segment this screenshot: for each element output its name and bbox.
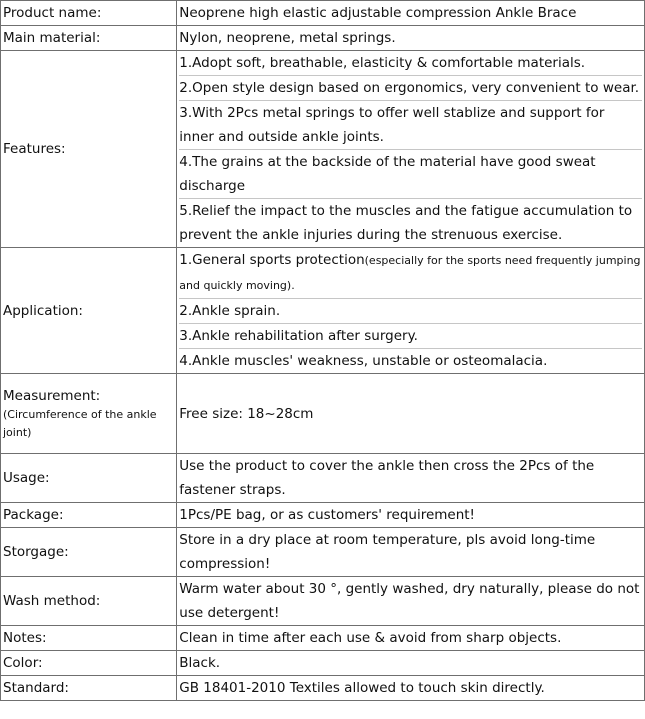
value-measurement: Free size: 18~28cm (177, 374, 645, 454)
label-standard: Standard: (1, 676, 177, 701)
row-standard (1, 676, 645, 701)
row-main-material (1, 26, 645, 51)
value-features (177, 51, 645, 248)
value-standard: GB 18401-2010 Textiles allowed to touch skin directly. (177, 676, 645, 701)
label-measurement (1, 374, 177, 454)
value-wash-method: Warm water about 30 °, gently washed, dry naturally, please do not use detergent! (177, 577, 645, 626)
value-notes: Clean in time after each use & avoid from sharp objects. (177, 626, 645, 651)
row-measurement (1, 374, 645, 454)
row-color (1, 651, 645, 676)
label-wash-method: Wash method: (1, 577, 177, 626)
application-item-detail: (especially for the sports need frequently jumping and quickly moving). (179, 254, 641, 292)
row-product-name (1, 1, 645, 26)
measurement-sublabel: (Circumference of the ankle joint) (3, 407, 157, 439)
row-features (1, 51, 645, 248)
application-item (179, 248, 642, 299)
row-notes (1, 626, 645, 651)
label-color: Color: (1, 651, 177, 676)
value-storage: Store in a dry place at room temperature, pls avoid long-time compression! (177, 528, 645, 577)
row-usage (1, 454, 645, 503)
feature-item: 3.With 2Pcs metal springs to offer well stablize and support for inner and outside ankle joints. (179, 101, 642, 150)
feature-item: 1.Adopt soft, breathable, elasticity & comfortable materials. (179, 51, 642, 76)
label-application: Application: (1, 248, 177, 374)
label-usage: Usage: (1, 454, 177, 503)
value-product-name: Neoprene high elastic adjustable compression Ankle Brace (177, 1, 645, 26)
value-main-material: Nylon, neoprene, metal springs. (177, 26, 645, 51)
row-wash-method (1, 577, 645, 626)
value-usage: Use the product to cover the ankle then cross the 2Pcs of the fastener straps. (177, 454, 645, 503)
application-item: 4.Ankle muscles' weakness, unstable or osteomalacia. (179, 353, 548, 369)
application-item: 2.Ankle sprain. (179, 299, 642, 324)
value-application (177, 248, 645, 374)
row-package (1, 503, 645, 528)
label-product-name: Product name: (1, 1, 177, 26)
value-package: 1Pcs/PE bag, or as customers' requirement! (177, 503, 645, 528)
label-main-material: Main material: (1, 26, 177, 51)
value-color: Black. (177, 651, 645, 676)
application-item: 3.Ankle rehabilitation after surgery. (179, 324, 642, 349)
feature-item: 4.The grains at the backside of the material have good sweat discharge (179, 150, 642, 199)
label-package: Package: (1, 503, 177, 528)
feature-item: 5.Relief the impact to the muscles and the fatigue accumulation to prevent the ankle injuries during the strenuous exercise. (179, 203, 633, 243)
label-features: Features: (1, 51, 177, 248)
application-item-main: 1.General sports protection (179, 252, 365, 268)
label-notes: Notes: (1, 626, 177, 651)
feature-item: 2.Open style design based on ergonomics, very convenient to wear. (179, 76, 642, 101)
row-storage (1, 528, 645, 577)
measurement-label: Measurement: (3, 387, 101, 404)
label-storage: Storgage: (1, 528, 177, 577)
row-application (1, 248, 645, 374)
